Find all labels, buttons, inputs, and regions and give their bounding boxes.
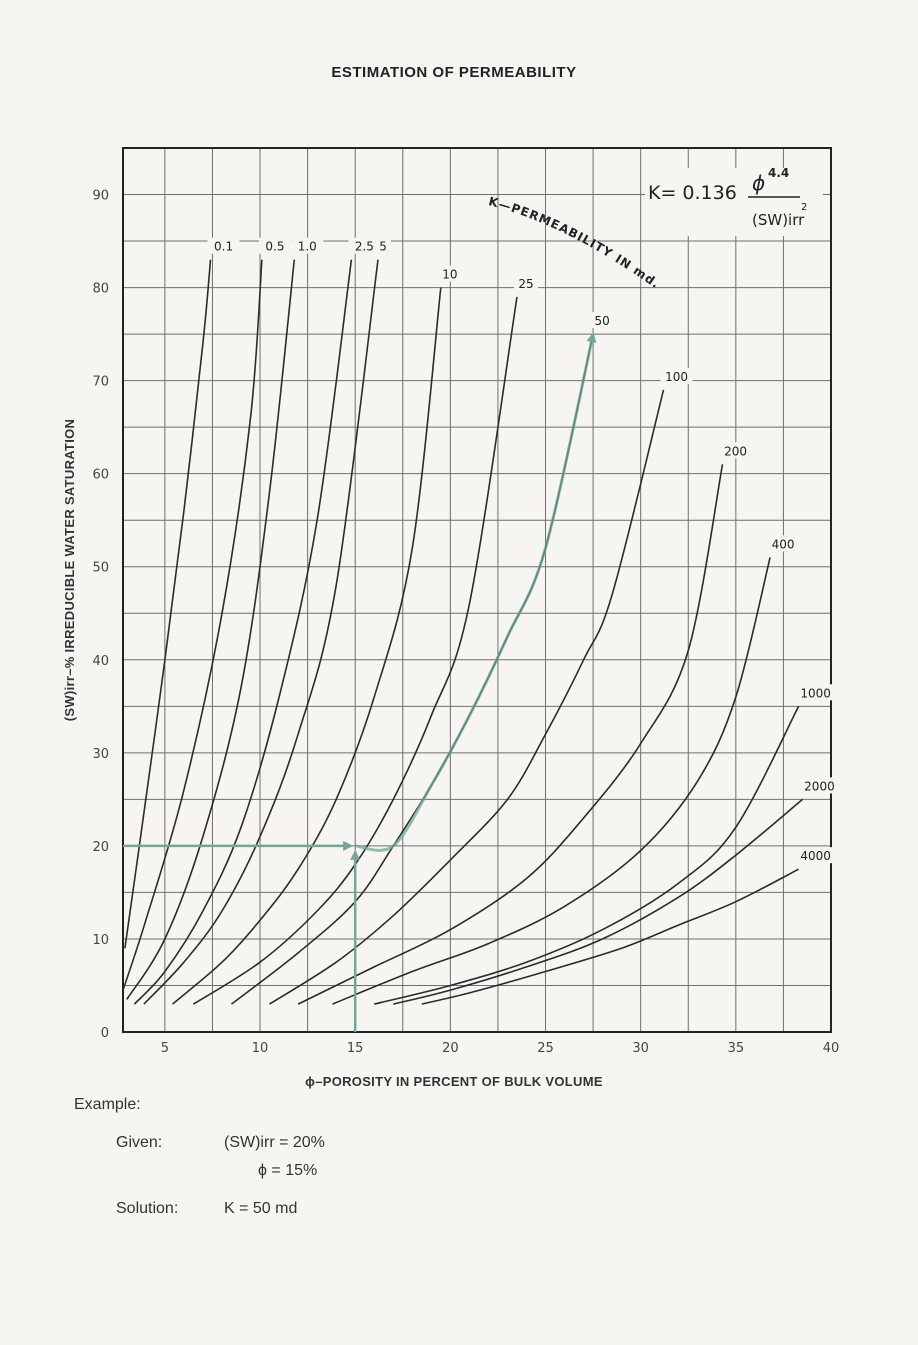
y-axis-title: (SW)irr–% IRREDUCIBLE WATER SATURATION [62, 418, 77, 722]
y-tick-label: 80 [92, 281, 109, 297]
y-tick-label: 90 [92, 188, 109, 204]
curve-label-4000: 4000 [800, 849, 831, 864]
curve-label-25: 25 [518, 276, 534, 291]
formula-numerator: ϕ [752, 171, 766, 195]
curve-label-400: 400 [771, 537, 795, 552]
x-tick-label: 35 [727, 1041, 745, 1056]
curve-family-annotation-text: K—PERMEABILITY IN md. [487, 194, 663, 292]
curve-100 [270, 390, 664, 1004]
x-tick-label: 5 [160, 1041, 170, 1056]
x-tick-label: 25 [537, 1041, 554, 1056]
x-tick-label: 40 [822, 1041, 840, 1056]
x-tick-label: 15 [346, 1041, 364, 1056]
curve-1-0 [127, 260, 294, 1000]
solution-value: K = 50 md [224, 1200, 298, 1217]
curve-label-50: 50 [594, 314, 610, 329]
curve-label-1-0: 1.0 [297, 239, 317, 254]
y-tick-label: 60 [92, 467, 109, 483]
y-tick-label: 50 [92, 560, 109, 576]
example-heading: Example: [74, 1096, 141, 1113]
y-tick-label: 10 [92, 932, 109, 948]
y-tick-label: 70 [92, 374, 109, 390]
curve-0-5 [123, 260, 262, 990]
curve-400 [332, 557, 770, 1004]
x-tick-label: 30 [632, 1041, 649, 1056]
y-tick-label: 40 [92, 653, 109, 669]
y-tick-label: 20 [92, 839, 109, 855]
curve-label-2000: 2000 [804, 779, 835, 794]
formula-exponent: 4.4 [768, 166, 790, 180]
curve-4000 [422, 869, 799, 1004]
x-tick-label: 20 [442, 1041, 459, 1056]
curve-label-1000: 1000 [800, 686, 831, 701]
example-arrow-along-curve [355, 334, 593, 850]
curve-label-10: 10 [442, 267, 458, 282]
curve-label-200: 200 [724, 444, 747, 459]
curve-label-2-5: 2.5 [354, 239, 374, 254]
curve-label-0-1: 0.1 [214, 239, 234, 254]
formula-denominator: (SW)irr [752, 211, 805, 229]
formula-denominator-sup: 2 [801, 202, 808, 213]
curve-label-0-5: 0.5 [265, 239, 285, 254]
solution-label: Solution: [116, 1200, 179, 1217]
x-axis-title: ϕ–POROSITY IN PERCENT OF BULK VOLUME [305, 1074, 603, 1089]
given-label: Given: [116, 1134, 163, 1151]
curve-family-annotation [487, 194, 662, 291]
y-tick-label: 0 [100, 1026, 109, 1041]
x-tick-label: 10 [251, 1041, 269, 1056]
formula [645, 166, 823, 236]
chart-title: ESTIMATION OF PERMEABILITY [331, 64, 577, 81]
curve-label-100: 100 [665, 369, 688, 384]
permeability-curves [123, 238, 839, 1004]
y-tick-label: 30 [92, 746, 109, 762]
curve-2000 [393, 799, 802, 1004]
formula-lhs: K= 0.136 [648, 182, 737, 204]
given-porosity: ϕ = 15% [258, 1162, 318, 1179]
given-swirr: (SW)irr = 20% [224, 1134, 325, 1151]
curve-label-5: 5 [379, 239, 387, 254]
